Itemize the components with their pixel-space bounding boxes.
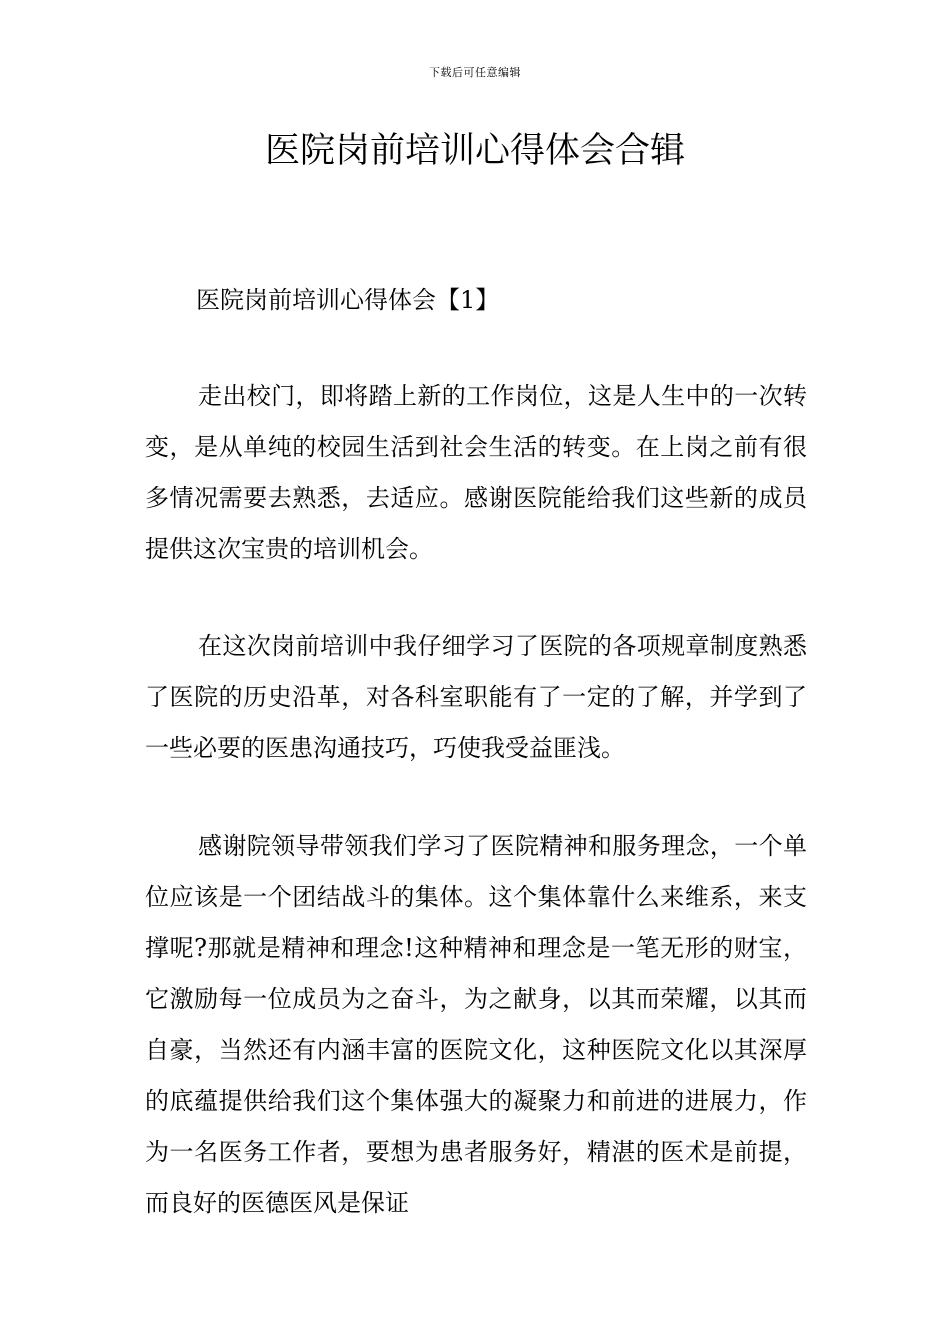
- section-heading: 医院岗前培训心得体会【1】: [196, 286, 500, 314]
- paragraph-2: 在这次岗前培训中我仔细学习了医院的各项规章制度熟悉了医院的历史沿革，对各科室职能有了一定的了解，并学到了一些必要的医患沟通技巧，巧使我受益匪浅。: [145, 632, 807, 762]
- header-note: 下载后可任意编辑: [429, 66, 521, 79]
- document-title: 医院岗前培训心得体会合辑: [264, 131, 685, 171]
- paragraph-1: 走出校门，即将踏上新的工作岗位，这是人生中的一次转变，是从单纯的校园生活到社会生活的转变。在上岗之前有很多情况需要去熟悉，去适应。感谢医院能给我们这些新的成员提供这次宝贵的培训机会。: [145, 382, 807, 563]
- paragraph-3: 感谢院领导带领我们学习了医院精神和服务理念，一个单位应该是一个团结战斗的集体。这个集体靠什么来维系，来支撑呢?那就是精神和理念!这种精神和理念是一笔无形的财宝，它激励每一位成员为之奋斗，为之献身，以其而荣耀，以其而自豪，当然还有内涵丰富的医院文化，这种医院文化以其深厚的底蕴提供给我们这个集体强大的凝聚力和前进的进展力，作为一名医务工作者，要想为患者服务好，精湛的医术是前提，而良好的医德医风是保证: [145, 832, 807, 1217]
